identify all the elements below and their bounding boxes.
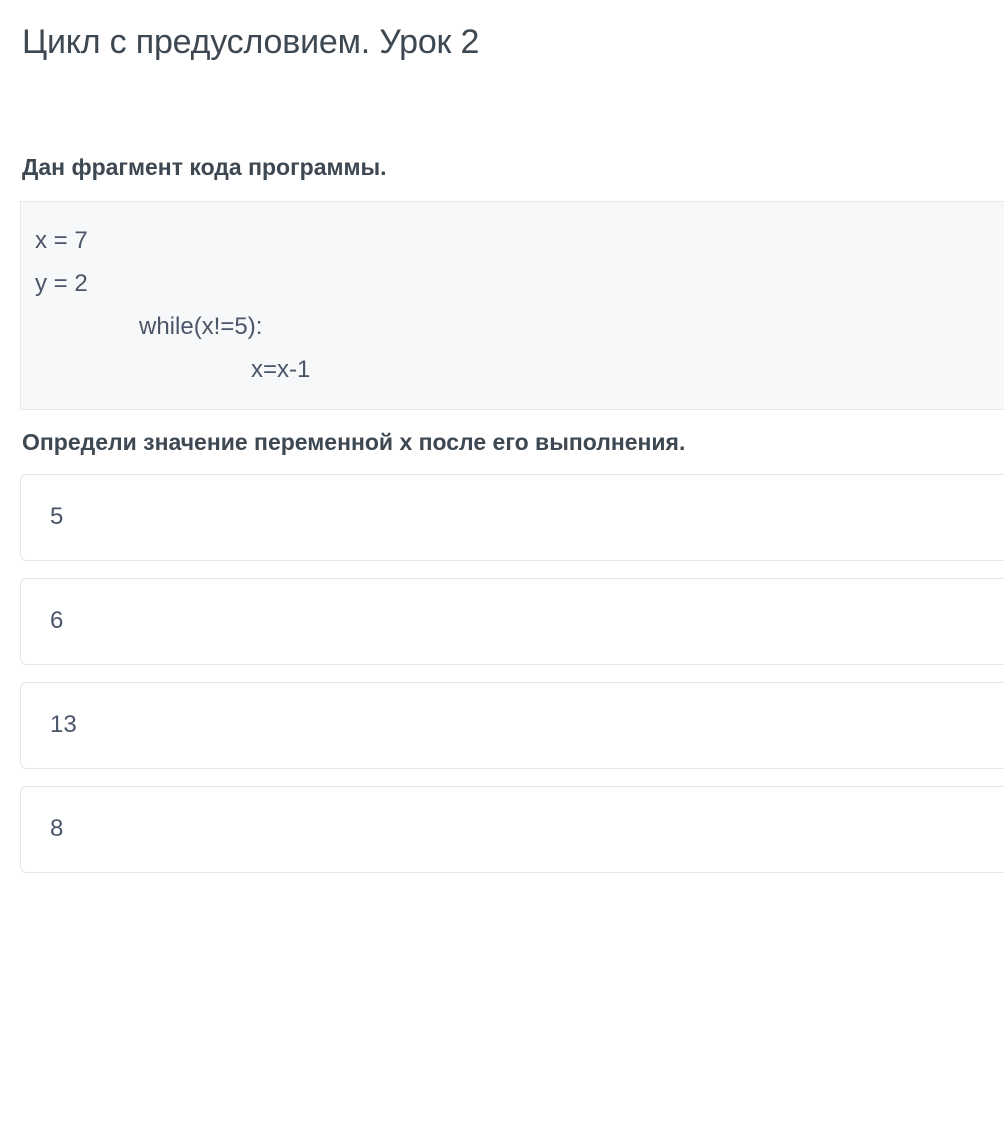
answer-options	[20, 474, 1004, 873]
page-title: Цикл с предусловием. Урок 2	[22, 23, 480, 61]
answer-option-label: 5	[50, 503, 64, 531]
answer-option-1[interactable]	[20, 474, 1004, 561]
question-text: Определи значение переменной x после его выполнения.	[22, 429, 686, 456]
code-line: x=x-1	[251, 355, 311, 383]
answer-option-2[interactable]	[20, 578, 1004, 665]
answer-option-3[interactable]	[20, 682, 1004, 769]
task-prompt: Дан фрагмент кода программы.	[22, 154, 387, 181]
answer-option-label: 8	[50, 815, 64, 843]
code-line: x = 7	[35, 227, 88, 255]
code-block	[20, 201, 1004, 410]
code-line: y = 2	[35, 270, 88, 298]
answer-option-label: 13	[50, 711, 77, 739]
answer-option-label: 6	[50, 607, 64, 635]
code-line: while(x!=5):	[139, 312, 263, 340]
answer-option-4[interactable]	[20, 786, 1004, 873]
